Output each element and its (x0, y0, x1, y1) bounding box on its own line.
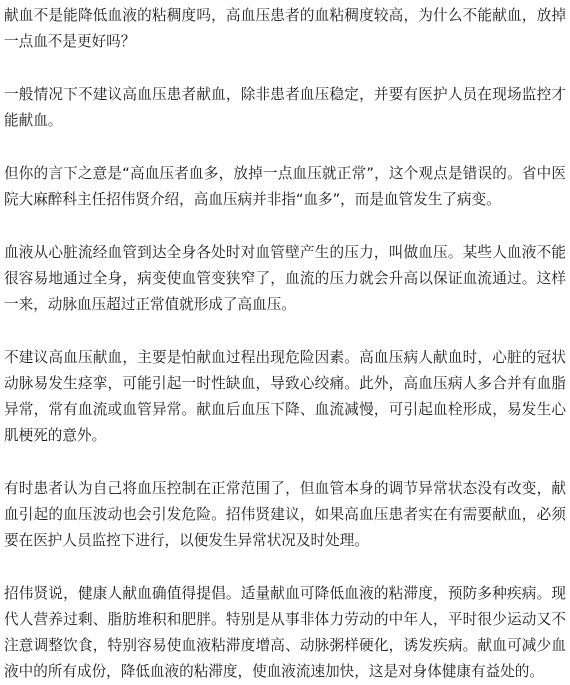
paragraph-answer-summary: 一般情况下不建议高血压患者献血，除非患者血压稳定，并要有医护人员在现场监控才能献血。 (4, 86, 566, 129)
paragraph-advice: 有时患者认为自己将血压控制在正常范围了，但血管本身的调节异常状态没有改变，献血引起的血压波动也会引发危险。招伟贤建议，如果高血压患者实在有需要献血，必须要在医护人员监控下进行，以便发生异常状况及时处理。 (4, 480, 566, 549)
paragraph-blood-pressure-definition: 血液从心脏流经血管到达全身各处时对血管壁产生的压力，叫做血压。某些人血液不能很容易地通过全身，病变使血管变狭窄了，血流的压力就会升高以保证血流通过。这样一来，动脉血压超过正常值就形成了高血压。 (4, 244, 566, 313)
paragraph-question: 献血不是能降低血液的粘稠度吗，高血压患者的血粘稠度较高，为什么不能献血，放掉一点血不是更好吗？ (4, 7, 566, 50)
paragraph-benefits: 招伟贤说，健康人献血确值得提倡。适量献血可降低血液的粘滞度，预防多种疾病。现代人营养过剩、脂肪堆积和肥胖。特别是从事非体力劳动的中年人，平时很少运动又不注意调整饮食，特别容易使血液粘滞度增高、动脉粥样硬化，诱发疾病。献血可减少血液中的所有成份，降低血液的粘滞度，使血液流速加快，这是对身体健康有益处的。 (4, 585, 566, 680)
paragraph-misconception: 但你的言下之意是“高血压者血多，放掉一点血压就正常”，这个观点是错误的。省中医院大麻醉科主任招伟贤介绍，高血压病并非指“血多”，而是血管发生了病变。 (4, 165, 566, 208)
paragraph-risks: 不建议高血压献血，主要是怕献血过程出现危险因素。高血压病人献血时，心脏的冠状动脉易发生痉挛，可能引起一时性缺血，导致心绞痛。此外，高血压病人多合并有血脂异常，常有血流或血管异常。献血后血压下降、血流减慢，可引起血栓形成，易发生心肌梗死的意外。 (4, 349, 566, 444)
